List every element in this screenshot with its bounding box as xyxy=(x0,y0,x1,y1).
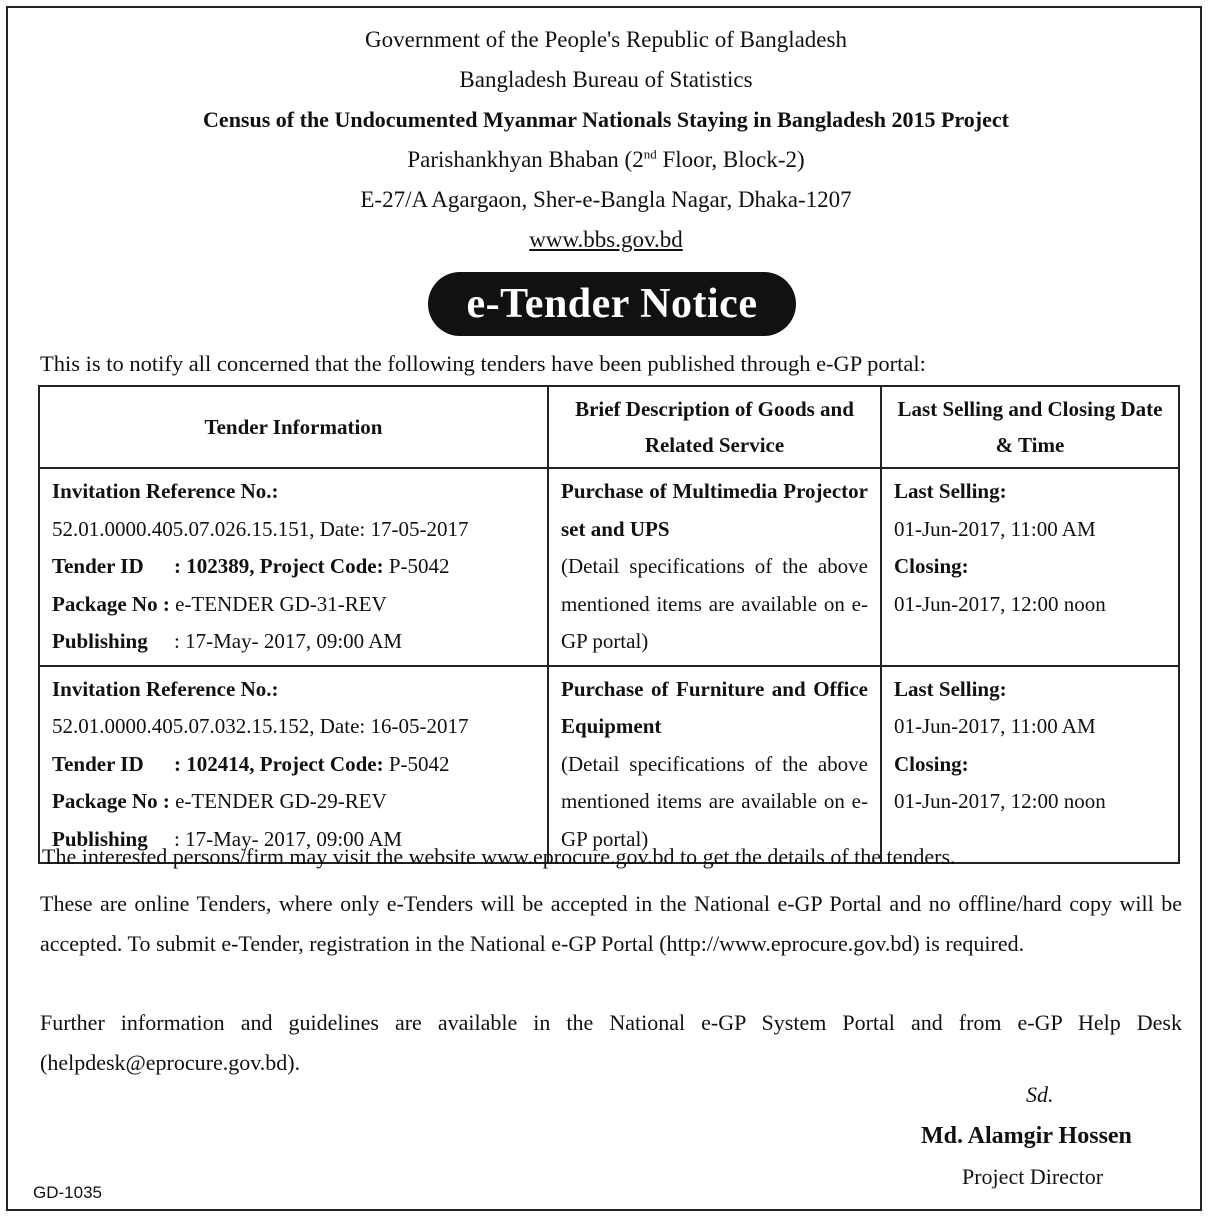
ref-label: Invitation Reference No.: xyxy=(52,479,279,503)
table-header-row xyxy=(39,386,1179,468)
paragraph-website-info: The interested persons/firm may visit the website www.eprocure.gov.bd to get the details of the tenders. xyxy=(42,844,956,869)
dates-cell xyxy=(881,468,1179,666)
paragraph-online-tenders: These are online Tenders, where only e-Tenders will be accepted in the National e-GP Portal and no offline/hard copy will be accepted. To submit e-Tender, registration in the National e-GP Portal (http://www.eprocure.gov.bd) is required. xyxy=(40,891,1182,956)
description-title: Purchase of Multimedia Projector set and UPS xyxy=(561,479,868,541)
publishing-line: Publishing : 17-May- 2017, 09:00 AM xyxy=(52,629,403,653)
ref-label: Invitation Reference No.: xyxy=(52,676,279,701)
description-detail: (Detail specifications of the above mentioned items are available on e-GP portal) xyxy=(561,751,868,851)
ref-value: 52.01.0000.405.07.032.15.152, Date: 16-05-2017 xyxy=(52,714,469,738)
signatory-name: Md. Alamgir Hossen xyxy=(921,1123,1132,1149)
ref-value: 52.01.0000.405.07.026.15.151, Date: 17-05-2017 xyxy=(52,516,469,541)
description-title: Purchase of Furniture and Office Equipment xyxy=(561,676,868,738)
header-brief-description: Brief Description of Goods and Related Service xyxy=(548,386,881,468)
tender-info-cell xyxy=(39,468,548,666)
tender-id-line: Tender ID : 102414, Project Code: P-5042 xyxy=(52,751,450,776)
publishing-line: Publishing : 17-May- 2017, 09:00 AM xyxy=(52,826,403,851)
closing-label: Closing: xyxy=(894,751,969,776)
signature-sd: Sd. xyxy=(1026,1082,1054,1107)
last-selling-label: Last Selling: xyxy=(894,479,1007,503)
header-government: Government of the People's Republic of Bangladesh xyxy=(365,27,847,52)
last-selling-value: 01-Jun-2017, 11:00 AM xyxy=(894,714,1096,738)
closing-label: Closing: xyxy=(894,554,969,578)
closing-value: 01-Jun-2017, 12:00 noon xyxy=(894,789,1106,813)
table-row xyxy=(39,666,1179,864)
description-detail: (Detail specifications of the above mentioned items are available on e-GP portal) xyxy=(561,554,868,653)
header-building: Parishankhyan Bhaban (2nd Floor, Block-2) xyxy=(407,146,805,172)
signatory-designation: Project Director xyxy=(962,1164,1104,1189)
last-selling-label: Last Selling: xyxy=(894,676,1007,701)
dates-cell xyxy=(881,666,1179,864)
intro-text: This is to notify all concerned that the following tenders have been published through e-GP portal: xyxy=(40,351,926,376)
last-selling-value: 01-Jun-2017, 11:00 AM xyxy=(894,516,1096,541)
paragraph-further-info: Further information and guidelines are available in the National e-GP System Portal and from e-GP Help Desk (helpdesk@eprocure.gov.bd). xyxy=(40,1010,1182,1075)
header-tender-information: Tender Information xyxy=(39,386,548,468)
package-line: Package No : e-TENDER GD-31-REV xyxy=(52,591,387,616)
package-line: Package No : e-TENDER GD-29-REV xyxy=(52,789,387,813)
tender-info-cell xyxy=(39,666,548,864)
description-cell xyxy=(548,666,881,864)
closing-value: 01-Jun-2017, 12:00 noon xyxy=(894,591,1106,616)
header-website-link[interactable]: www.bbs.gov.bd xyxy=(529,227,683,252)
tender-table xyxy=(38,385,1180,864)
header-project: Census of the Undocumented Myanmar Nationals Staying in Bangladesh 2015 Project xyxy=(203,107,1009,132)
header-last-selling-closing: Last Selling and Closing Date & Time xyxy=(881,386,1179,468)
header-bureau: Bangladesh Bureau of Statistics xyxy=(459,67,753,92)
table-row xyxy=(39,468,1179,666)
notice-title: e-Tender Notice xyxy=(428,272,796,336)
tender-id-line: Tender ID : 102389, Project Code: P-5042 xyxy=(52,554,450,578)
footer-code: GD-1035 xyxy=(33,1183,102,1202)
header-address: E-27/A Agargaon, Sher-e-Bangla Nagar, Dhaka-1207 xyxy=(360,187,852,212)
description-cell xyxy=(548,468,881,666)
